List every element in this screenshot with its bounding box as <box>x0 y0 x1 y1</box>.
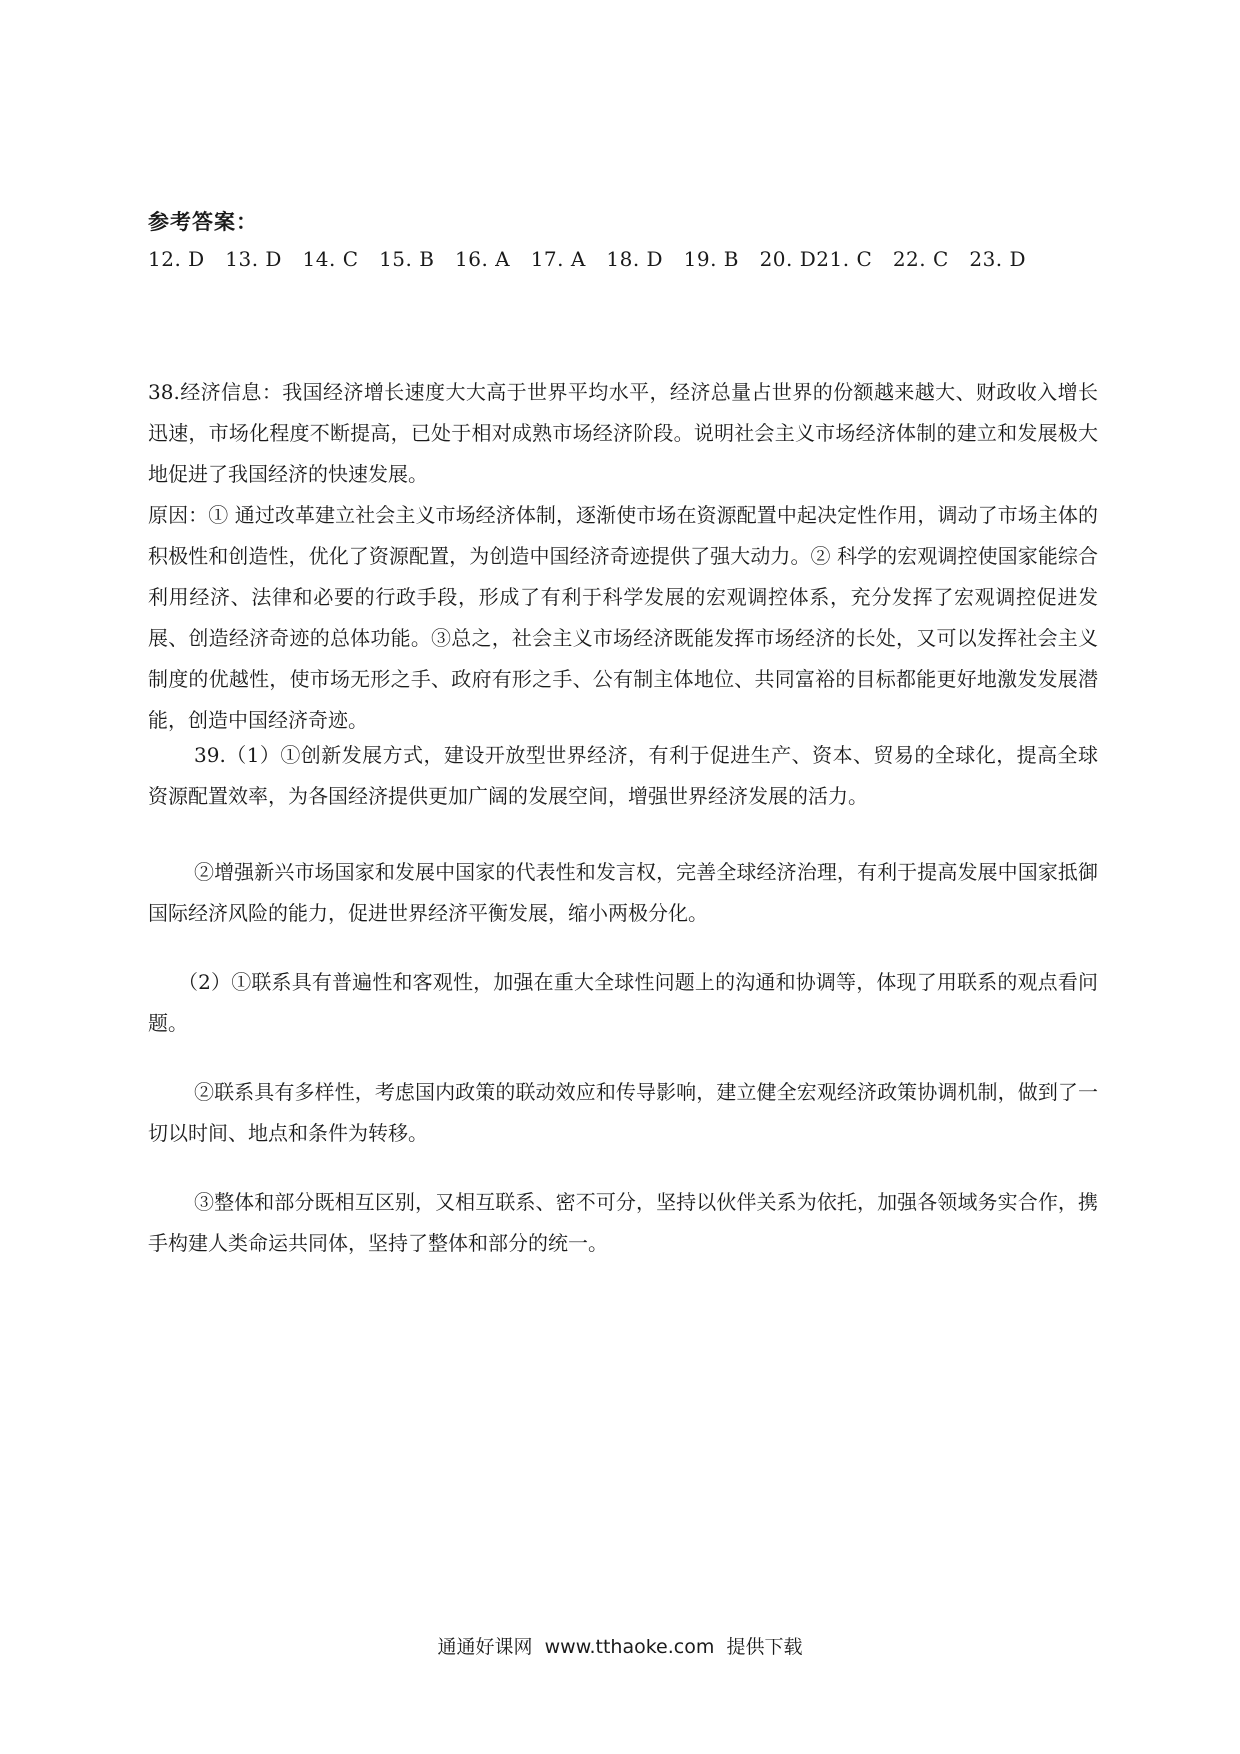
page-footer: 通通好课网 www.tthaoke.com 提供下载 <box>437 1636 803 1658</box>
answer-key-heading: 参考答案： <box>148 210 258 234</box>
q39-part1-point1: 39.（1）①创新发展方式，建设开放型世界经济，有利于促进生产、资本、贸易的全球化，提高全球资源配置效率，为各国经济提供更加广阔的发展空间，增强世界经济发展的活力。 <box>148 743 1098 808</box>
q39-part2-point1: （2）①联系具有普遍性和客观性，加强在重大全球性问题上的沟通和协调等，体现了用联系的观点看问题。 <box>148 970 1098 1035</box>
q38-economic-info: 38.经济信息：我国经济增长速度大大高于世界平均水平，经济总量占世界的份额越来越大、财政收入增长迅速，市场化程度不断提高，已处于相对成熟市场经济阶段。说明社会主义市场经济体制的建立和发展极大地促进了我国经济的快速发展。 <box>148 380 1098 486</box>
q38-reasons: 原因：① 通过改革建立社会主义市场经济体制，逐渐使市场在资源配置中起决定性作用，调动了市场主体的积极性和创造性，优化了资源配置，为创造中国经济奇迹提供了强大动力。② 科学的宏观调控使国家能综合利用经济、法律和必要的行政手段，形成了有利于科学发展的宏观调控体系，充分发挥了宏观调控促进发展、创造经济奇迹的总体功能。③总之，社会主义市场经济既能发挥市场经济的长处，又可以发挥社会主义制度的优越性，使市场无形之手、政府有形之手、公有制主体地位、共同富裕的目标都能更好地激发发展潜能，创造中国经济奇迹。 <box>148 503 1098 732</box>
q39-part2-point2: ②联系具有多样性，考虑国内政策的联动效应和传导影响，建立健全宏观经济政策协调机制，做到了一切以时间、地点和条件为转移。 <box>148 1080 1098 1145</box>
q39-part2-point3: ③整体和部分既相互区别，又相互联系、密不可分，坚持以伙伴关系为依托，加强各领域务实合作，携手构建人类命运共同体，坚持了整体和部分的统一。 <box>148 1190 1098 1255</box>
q39-part1-point2: ②增强新兴市场国家和发展中国家的代表性和发言权，完善全球经济治理，有利于提高发展中国家抵御国际经济风险的能力，促进世界经济平衡发展，缩小两极分化。 <box>148 860 1098 925</box>
multiple-choice-answers: 12. D 13. D 14. C 15. B 16. A 17. A 18. D 19. B 20. D21. C 22. C 23. D <box>148 247 1027 271</box>
